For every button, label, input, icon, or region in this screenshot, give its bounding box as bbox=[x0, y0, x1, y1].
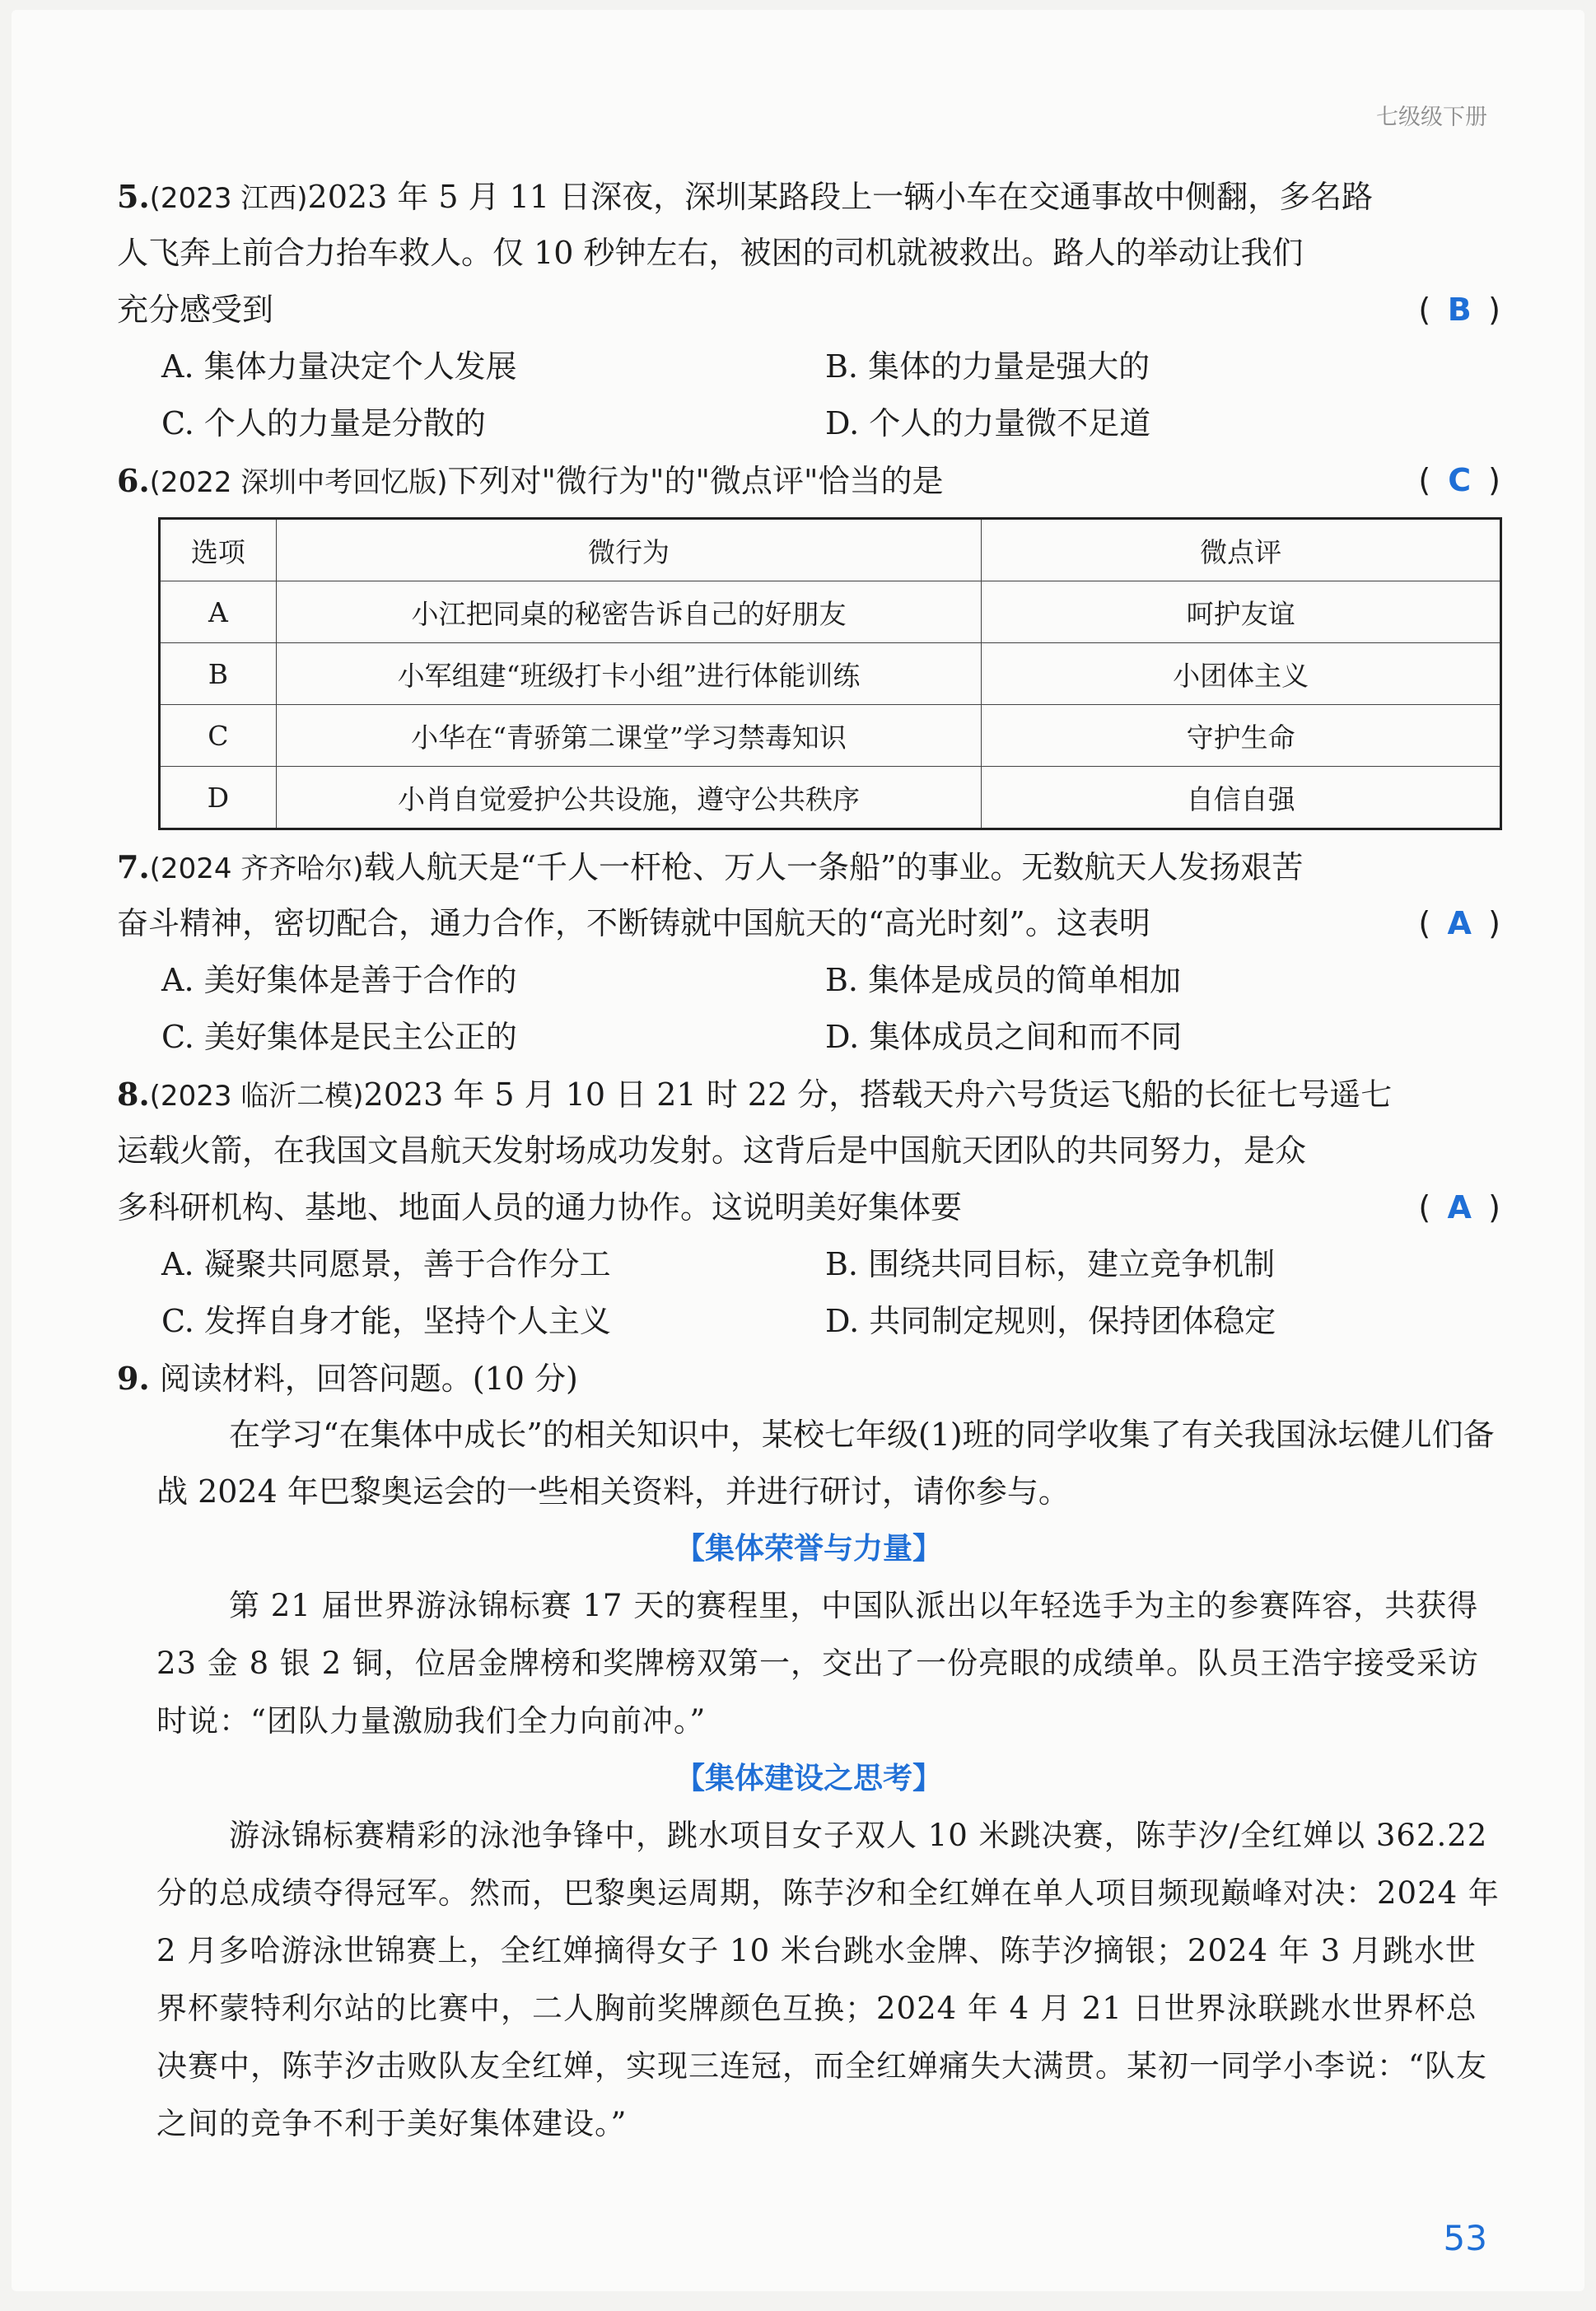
table-header: 微行为 bbox=[276, 519, 981, 581]
table-cell: 呵护友谊 bbox=[982, 581, 1501, 643]
option-d: D. 共同制定规则，保持团体稳定 bbox=[825, 1303, 1276, 1339]
question-intro: 在学习“在集体中成长”的相关知识中，某校七年级(1)班的同学收集了有关我国泳坛健儿们备战 2024 年巴黎奥运会的一些相关资料，并进行研讨，请你参与。 bbox=[156, 1417, 1495, 1510]
page-number: 53 bbox=[1443, 2218, 1487, 2258]
table-cell: 小团体主义 bbox=[982, 643, 1501, 705]
question-8 bbox=[117, 1066, 1500, 1350]
section-title: 【集体荣誉与力量】 bbox=[674, 1532, 942, 1566]
table-cell: C bbox=[160, 705, 277, 767]
table-row bbox=[160, 767, 1501, 829]
question-source: (2024 齐齐哈尔) bbox=[149, 852, 364, 885]
option-b: B. 集体的力量是强大的 bbox=[825, 348, 1150, 385]
question-source: (2023 江西) bbox=[149, 182, 308, 215]
table-cell: 小华在“青骄第二课堂”学习禁毒知识 bbox=[276, 705, 981, 767]
option-a: A. 集体力量决定个人发展 bbox=[161, 348, 517, 385]
table-cell: A bbox=[160, 581, 277, 643]
answer-bracket: ( A ) bbox=[1418, 1179, 1500, 1236]
option-c: C. 发挥自身才能，坚持个人主义 bbox=[161, 1303, 611, 1339]
question-source: (2023 临沂二模) bbox=[149, 1080, 364, 1113]
workbook-page bbox=[12, 10, 1584, 2291]
answer-letter: C bbox=[1448, 462, 1472, 498]
table-cell: 守护生命 bbox=[982, 705, 1501, 767]
option-d: D. 集体成员之间和而不同 bbox=[825, 1019, 1183, 1055]
table-header-row bbox=[160, 519, 1501, 581]
question-number: 8. bbox=[117, 1076, 150, 1113]
book-header: 七级级下册 bbox=[1376, 105, 1487, 130]
question-5 bbox=[117, 168, 1500, 452]
answer-bracket: ( C ) bbox=[1418, 452, 1500, 509]
question-7 bbox=[117, 838, 1500, 1066]
question-9 bbox=[117, 1350, 1500, 2153]
question-text: 充分感受到 bbox=[117, 292, 274, 328]
question-text: 人飞奔上前合力抬车救人。仅 10 秒钟左右，被困的司机就被救出。路人的举动让我们 bbox=[117, 235, 1304, 271]
table-cell: B bbox=[160, 643, 277, 705]
option-c: C. 个人的力量是分散的 bbox=[161, 405, 486, 441]
table-cell: 自信自强 bbox=[982, 767, 1501, 829]
question-text: 2023 年 5 月 11 日深夜，深圳某路段上一辆小车在交通事故中侧翻，多名路 bbox=[307, 179, 1374, 215]
question-text: 2023 年 5 月 10 日 21 时 22 分，搭载天舟六号货运飞船的长征七号遥七 bbox=[363, 1076, 1393, 1113]
option-a: A. 凝聚共同愿景，善于合作分工 bbox=[161, 1246, 611, 1282]
question-source: (2022 深圳中考回忆版) bbox=[149, 466, 448, 499]
question-text: 载人航天是“千人一杆枪、万人一条船”的事业。无数航天人发扬艰苦 bbox=[363, 849, 1304, 885]
table-row bbox=[160, 643, 1501, 705]
option-b: B. 集体是成员的简单相加 bbox=[825, 962, 1182, 998]
table-row bbox=[160, 705, 1501, 767]
question-text: 下列对"微行为"的"微点评"恰当的是 bbox=[447, 463, 944, 499]
table-row bbox=[160, 581, 1501, 643]
table-cell: 小肖自觉爱护公共设施，遵守公共秩序 bbox=[276, 767, 981, 829]
material-paragraph: 第 21 届世界游泳锦标赛 17 天的赛程里，中国队派出以年轻选手为主的参赛阵容，共获得 23 金 8 银 2 铜，位居金牌榜和奖牌榜双第一，交出了一份亮眼的成绩单。队员王浩宇接受采访时说：“团队力量激励我们全力向前冲。” bbox=[156, 1588, 1479, 1739]
question-number: 9. bbox=[117, 1360, 150, 1397]
question-text: 奋斗精神，密切配合，通力合作，不断铸就中国航天的“高光时刻”。这表明 bbox=[117, 905, 1150, 941]
table-cell: 小江把同桌的秘密告诉自己的好朋友 bbox=[276, 581, 981, 643]
option-d: D. 个人的力量微不足道 bbox=[825, 405, 1151, 441]
table-cell: 小军组建“班级打卡小组”进行体能训练 bbox=[276, 643, 981, 705]
table-cell: D bbox=[160, 767, 277, 829]
option-b: B. 围绕共同目标，建立竞争机制 bbox=[825, 1246, 1276, 1282]
answer-letter: A bbox=[1447, 905, 1472, 941]
question-text: 多科研机构、基地、地面人员的通力协作。这说明美好集体要 bbox=[117, 1189, 963, 1226]
answer-letter: B bbox=[1447, 292, 1472, 328]
table-header: 微点评 bbox=[982, 519, 1501, 581]
option-c: C. 美好集体是民主公正的 bbox=[161, 1019, 517, 1055]
answer-bracket: ( A ) bbox=[1418, 895, 1500, 952]
section-title: 【集体建设之思考】 bbox=[674, 1762, 942, 1795]
question-6 bbox=[117, 452, 1500, 830]
table-header: 选项 bbox=[160, 519, 277, 581]
question-text: 运载火箭，在我国文昌航天发射场成功发射。这背后是中国航天团队的共同努力，是众 bbox=[117, 1132, 1307, 1169]
question-number: 7. bbox=[117, 848, 150, 885]
question-number: 6. bbox=[117, 462, 150, 499]
material-paragraph: 游泳锦标赛精彩的泳池争锋中，跳水项目女子双人 10 米跳决赛，陈芋汐/全红婵以 362.22 分的总成绩夺得冠军。然而，巴黎奥运周期，陈芋汐和全红婵在单人项目频现巅峰对决：2024 年 2 月多哈游泳世锦赛上，全红婵摘得女子 10 米台跳水金牌、陈芋汐摘银；2024 年 3 月跳水世界杯蒙特利尔站的比赛中，二人胸前奖牌颜色互换；2024 年 4 月 21 日世界泳联跳水世界杯总决赛中，陈芋汐击败队友全红婵，实现三连冠，而全红婵痛失大满贯。某初一同学小李说：“队友之间的竞争不利于美好集体建设。” bbox=[156, 1818, 1500, 2141]
questions bbox=[117, 168, 1500, 2153]
behavior-table bbox=[158, 517, 1502, 830]
question-number: 5. bbox=[117, 178, 150, 215]
answer-bracket: ( B ) bbox=[1418, 282, 1500, 338]
answer-letter: A bbox=[1447, 1189, 1472, 1226]
option-a: A. 美好集体是善于合作的 bbox=[161, 962, 517, 998]
question-text: 阅读材料，回答问题。(10 分) bbox=[159, 1361, 578, 1397]
